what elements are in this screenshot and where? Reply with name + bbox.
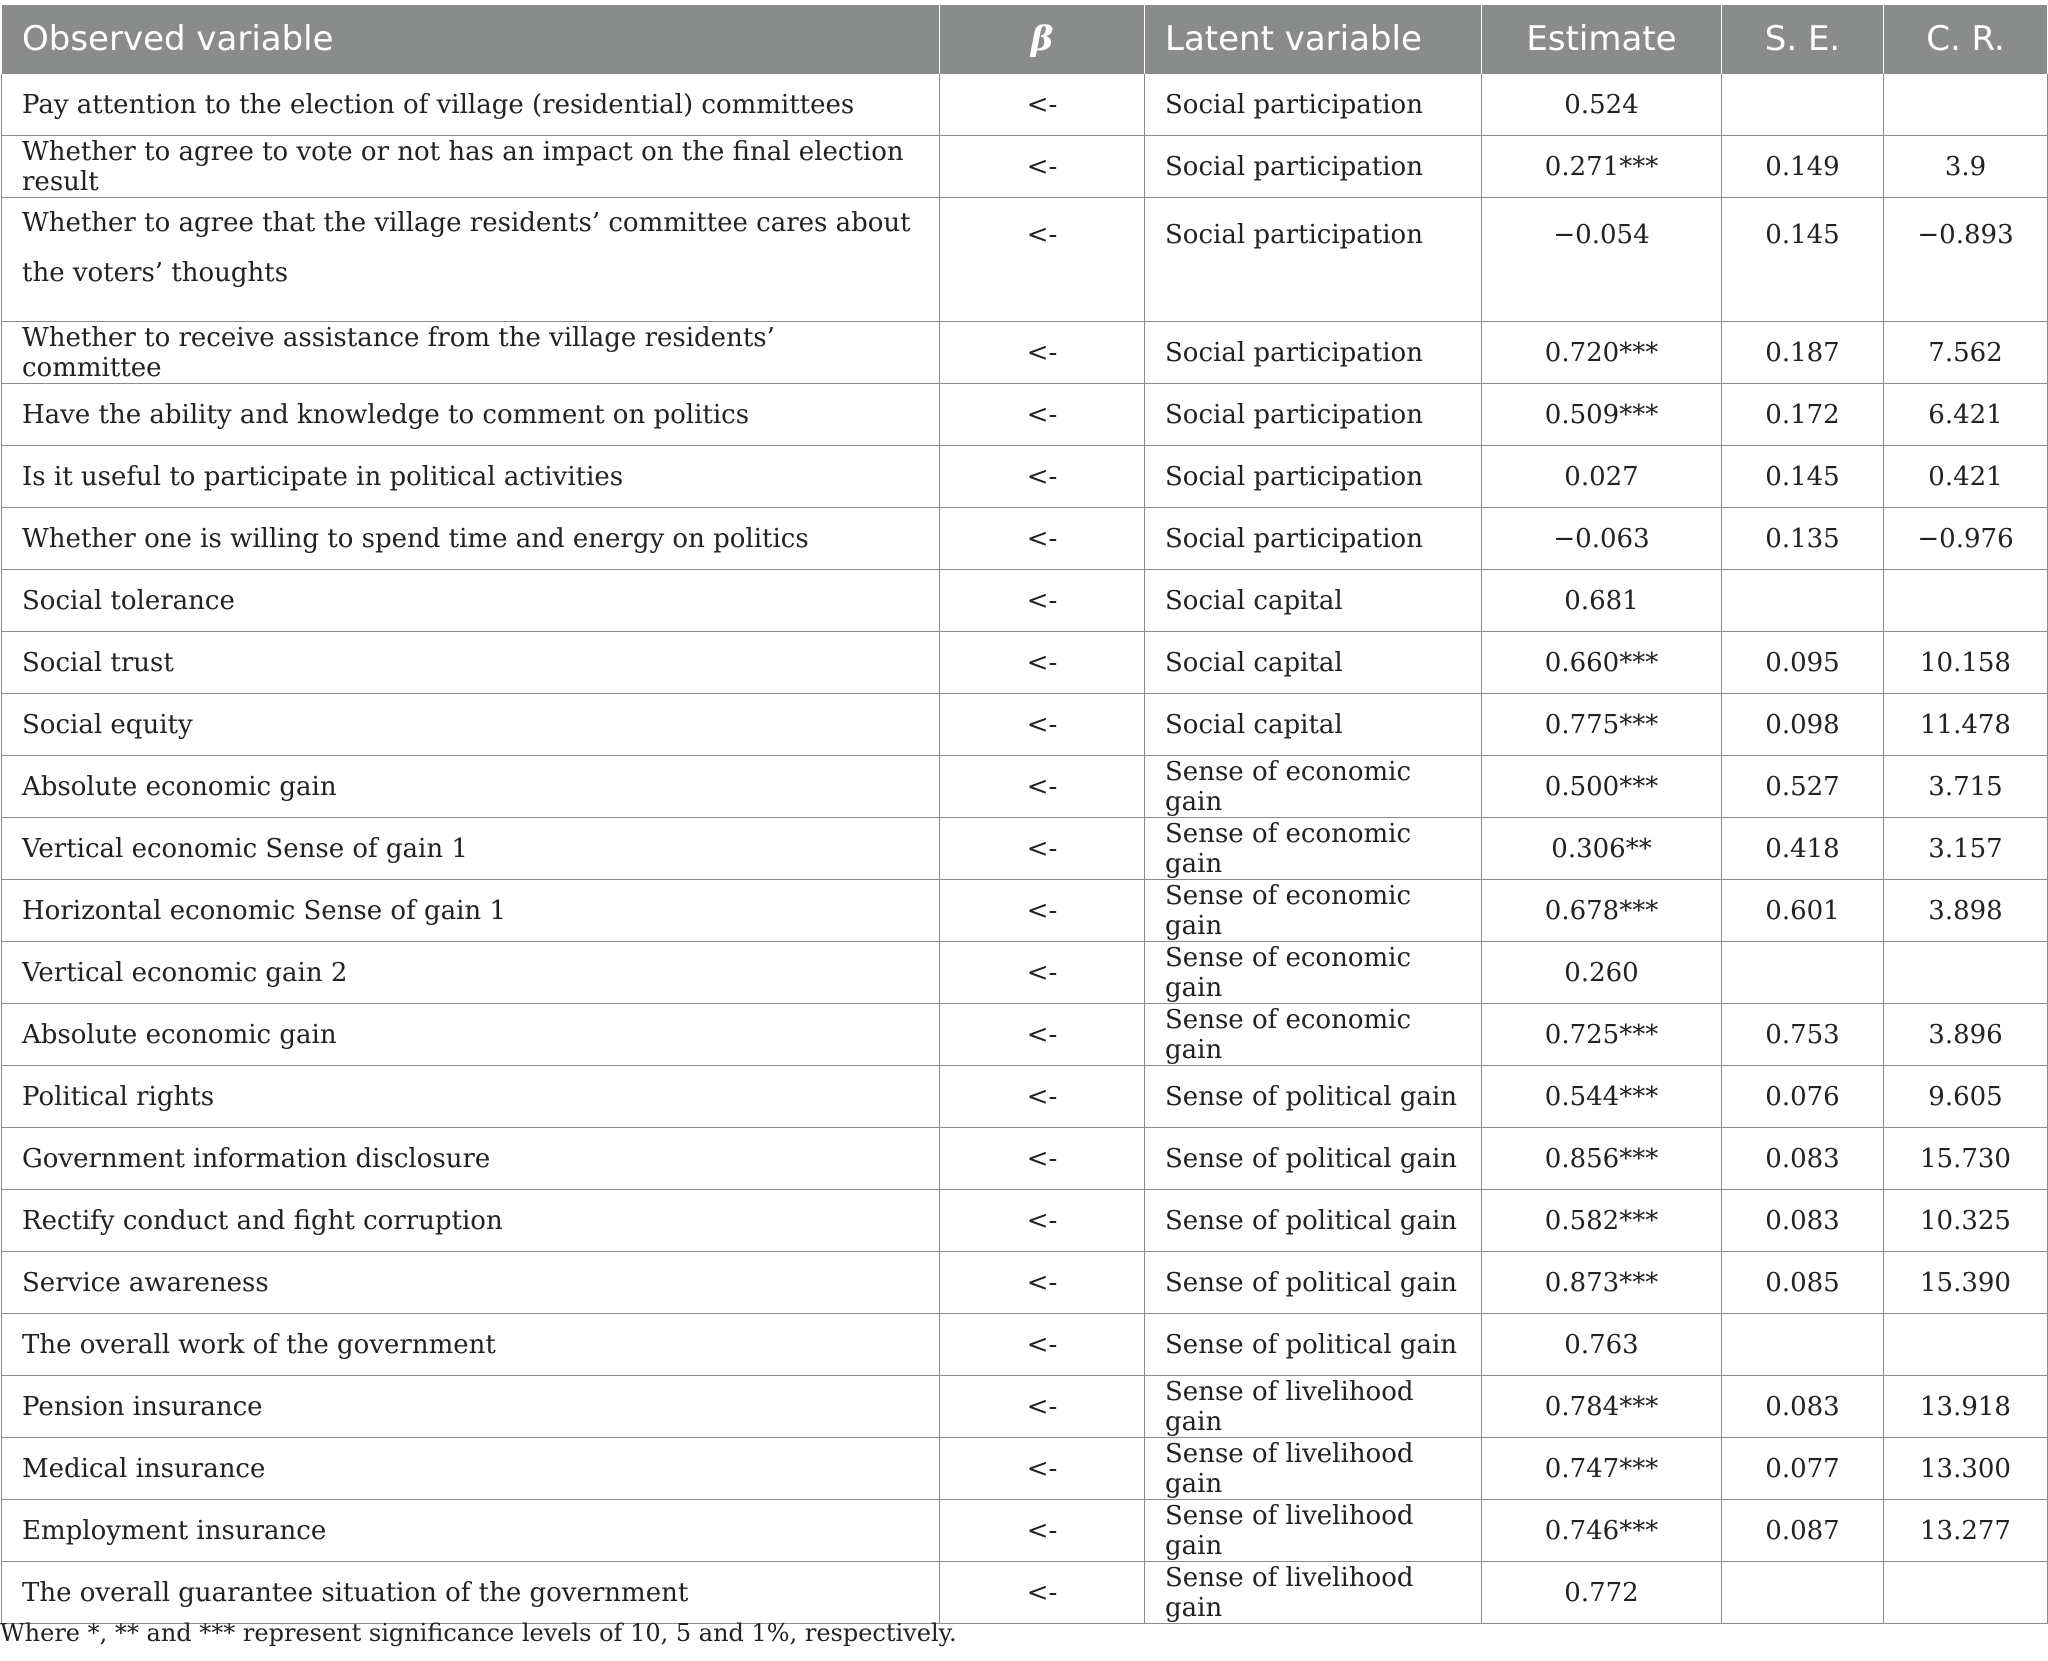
cell-estimate: −0.054 bbox=[1482, 198, 1722, 322]
cell-beta-arrow: <- bbox=[940, 136, 1145, 198]
cell-latent-variable: Sense of political gain bbox=[1145, 1128, 1482, 1190]
cell-observed-variable: Have the ability and knowledge to comment on politics bbox=[2, 384, 940, 446]
cell-latent-variable: Social participation bbox=[1145, 136, 1482, 198]
cell-estimate: 0.720*** bbox=[1482, 322, 1722, 384]
cell-estimate: 0.678*** bbox=[1482, 880, 1722, 942]
cell-estimate: 0.856*** bbox=[1482, 1128, 1722, 1190]
cell-standard-error: 0.527 bbox=[1722, 756, 1884, 818]
cell-observed-variable: Pay attention to the election of village (residential) committees bbox=[2, 74, 940, 136]
cell-standard-error: 0.085 bbox=[1722, 1252, 1884, 1314]
cell-observed-variable: Political rights bbox=[2, 1066, 940, 1128]
table-row bbox=[2, 74, 2048, 136]
table-row bbox=[2, 136, 2048, 198]
cell-standard-error: 0.083 bbox=[1722, 1376, 1884, 1438]
table-row bbox=[2, 1376, 2048, 1438]
table-row bbox=[2, 942, 2048, 1004]
cell-latent-variable: Social participation bbox=[1145, 198, 1482, 322]
cell-standard-error: 0.083 bbox=[1722, 1128, 1884, 1190]
table-row bbox=[2, 1190, 2048, 1252]
cell-beta-arrow: <- bbox=[940, 632, 1145, 694]
cell-latent-variable: Sense of livelihood gain bbox=[1145, 1500, 1482, 1562]
cell-latent-variable: Sense of livelihood gain bbox=[1145, 1438, 1482, 1500]
cell-estimate: 0.873*** bbox=[1482, 1252, 1722, 1314]
cell-observed-variable: Whether to receive assistance from the village residents’ committee bbox=[2, 322, 940, 384]
cell-estimate: −0.063 bbox=[1482, 508, 1722, 570]
table-row bbox=[2, 880, 2048, 942]
header-observed-variable: Observed variable bbox=[2, 5, 940, 74]
table-row bbox=[2, 508, 2048, 570]
table-row bbox=[2, 446, 2048, 508]
cell-standard-error: 0.601 bbox=[1722, 880, 1884, 942]
cell-observed-variable: Medical insurance bbox=[2, 1438, 940, 1500]
cell-standard-error: 0.095 bbox=[1722, 632, 1884, 694]
table-row bbox=[2, 1252, 2048, 1314]
cell-latent-variable: Sense of political gain bbox=[1145, 1314, 1482, 1376]
cell-observed-variable: Whether to agree that the village residents’ committee cares about the voters’ thoughts bbox=[2, 198, 940, 322]
cell-beta-arrow: <- bbox=[940, 1190, 1145, 1252]
cell-observed-variable: Absolute economic gain bbox=[2, 1004, 940, 1066]
cell-critical-ratio: 3.157 bbox=[1884, 818, 2048, 880]
cell-critical-ratio bbox=[1884, 74, 2048, 136]
cell-beta-arrow: <- bbox=[940, 1314, 1145, 1376]
cell-standard-error: 0.076 bbox=[1722, 1066, 1884, 1128]
cell-critical-ratio: 15.730 bbox=[1884, 1128, 2048, 1190]
cell-beta-arrow: <- bbox=[940, 818, 1145, 880]
cell-beta-arrow: <- bbox=[940, 570, 1145, 632]
cell-standard-error: 0.187 bbox=[1722, 322, 1884, 384]
cell-beta-arrow: <- bbox=[940, 1252, 1145, 1314]
cell-observed-variable: Service awareness bbox=[2, 1252, 940, 1314]
cell-critical-ratio: 10.158 bbox=[1884, 632, 2048, 694]
cell-critical-ratio: 13.918 bbox=[1884, 1376, 2048, 1438]
cell-observed-variable: Is it useful to participate in political activities bbox=[2, 446, 940, 508]
cell-estimate: 0.660*** bbox=[1482, 632, 1722, 694]
cell-standard-error: 0.135 bbox=[1722, 508, 1884, 570]
cell-latent-variable: Sense of political gain bbox=[1145, 1252, 1482, 1314]
cell-beta-arrow: <- bbox=[940, 694, 1145, 756]
header-critical-ratio: C. R. bbox=[1884, 5, 2048, 74]
cell-beta-arrow: <- bbox=[940, 880, 1145, 942]
cell-beta-arrow: <- bbox=[940, 508, 1145, 570]
cell-latent-variable: Social capital bbox=[1145, 694, 1482, 756]
cell-observed-variable: Pension insurance bbox=[2, 1376, 940, 1438]
cell-estimate: 0.681 bbox=[1482, 570, 1722, 632]
cell-observed-variable: The overall work of the government bbox=[2, 1314, 940, 1376]
cell-critical-ratio: 11.478 bbox=[1884, 694, 2048, 756]
cell-estimate: 0.775*** bbox=[1482, 694, 1722, 756]
cell-latent-variable: Sense of economic gain bbox=[1145, 880, 1482, 942]
cell-standard-error bbox=[1722, 1314, 1884, 1376]
cell-critical-ratio: −0.976 bbox=[1884, 508, 2048, 570]
cell-standard-error bbox=[1722, 74, 1884, 136]
cell-observed-variable: Social trust bbox=[2, 632, 940, 694]
cell-beta-arrow: <- bbox=[940, 1438, 1145, 1500]
table-row bbox=[2, 694, 2048, 756]
cell-latent-variable: Social capital bbox=[1145, 632, 1482, 694]
table-row bbox=[2, 632, 2048, 694]
cell-latent-variable: Social participation bbox=[1145, 384, 1482, 446]
cell-latent-variable: Sense of livelihood gain bbox=[1145, 1562, 1482, 1624]
cell-latent-variable: Social participation bbox=[1145, 322, 1482, 384]
cell-critical-ratio bbox=[1884, 942, 2048, 1004]
cell-latent-variable: Sense of economic gain bbox=[1145, 756, 1482, 818]
cell-beta-arrow: <- bbox=[940, 446, 1145, 508]
table-header bbox=[2, 5, 2048, 74]
cell-observed-variable: Rectify conduct and fight corruption bbox=[2, 1190, 940, 1252]
cell-latent-variable: Sense of political gain bbox=[1145, 1190, 1482, 1252]
cell-standard-error: 0.145 bbox=[1722, 446, 1884, 508]
table-footnote: Where *, ** and *** represent significance levels of 10, 5 and 1%, respectively. bbox=[0, 1619, 957, 1647]
cell-estimate: 0.544*** bbox=[1482, 1066, 1722, 1128]
table-body bbox=[2, 74, 2048, 1624]
cell-beta-arrow: <- bbox=[940, 74, 1145, 136]
cell-critical-ratio: 13.300 bbox=[1884, 1438, 2048, 1500]
cell-standard-error bbox=[1722, 570, 1884, 632]
cell-beta-arrow: <- bbox=[940, 1376, 1145, 1438]
cell-latent-variable: Sense of livelihood gain bbox=[1145, 1376, 1482, 1438]
results-table bbox=[1, 5, 2048, 1624]
cell-latent-variable: Social capital bbox=[1145, 570, 1482, 632]
cell-beta-arrow: <- bbox=[940, 198, 1145, 322]
cell-standard-error: 0.418 bbox=[1722, 818, 1884, 880]
cell-critical-ratio: 13.277 bbox=[1884, 1500, 2048, 1562]
cell-critical-ratio bbox=[1884, 1314, 2048, 1376]
cell-estimate: 0.260 bbox=[1482, 942, 1722, 1004]
cell-observed-variable: Horizontal economic Sense of gain 1 bbox=[2, 880, 940, 942]
cell-standard-error: 0.083 bbox=[1722, 1190, 1884, 1252]
cell-critical-ratio: 15.390 bbox=[1884, 1252, 2048, 1314]
header-latent-variable: Latent variable bbox=[1145, 5, 1482, 74]
cell-observed-variable: Government information disclosure bbox=[2, 1128, 940, 1190]
table-row bbox=[2, 1004, 2048, 1066]
cell-observed-variable: Absolute economic gain bbox=[2, 756, 940, 818]
cell-standard-error bbox=[1722, 942, 1884, 1004]
header-beta: β bbox=[940, 5, 1145, 74]
cell-observed-variable: Employment insurance bbox=[2, 1500, 940, 1562]
cell-critical-ratio bbox=[1884, 570, 2048, 632]
cell-standard-error: 0.145 bbox=[1722, 198, 1884, 322]
cell-estimate: 0.524 bbox=[1482, 74, 1722, 136]
cell-critical-ratio: 7.562 bbox=[1884, 322, 2048, 384]
table-row bbox=[2, 1562, 2048, 1624]
cell-beta-arrow: <- bbox=[940, 322, 1145, 384]
cell-critical-ratio: 10.325 bbox=[1884, 1190, 2048, 1252]
cell-beta-arrow: <- bbox=[940, 942, 1145, 1004]
table-row bbox=[2, 1066, 2048, 1128]
cell-beta-arrow: <- bbox=[940, 1066, 1145, 1128]
table-row bbox=[2, 198, 2048, 322]
table-row bbox=[2, 756, 2048, 818]
cell-observed-variable: The overall guarantee situation of the government bbox=[2, 1562, 940, 1624]
cell-estimate: 0.725*** bbox=[1482, 1004, 1722, 1066]
table-row bbox=[2, 1314, 2048, 1376]
cell-standard-error: 0.098 bbox=[1722, 694, 1884, 756]
table-row bbox=[2, 570, 2048, 632]
cell-estimate: 0.772 bbox=[1482, 1562, 1722, 1624]
cell-estimate: 0.509*** bbox=[1482, 384, 1722, 446]
header-estimate: Estimate bbox=[1482, 5, 1722, 74]
cell-critical-ratio: 3.896 bbox=[1884, 1004, 2048, 1066]
table-row bbox=[2, 1500, 2048, 1562]
results-table-container bbox=[1, 5, 2047, 1624]
table-row bbox=[2, 322, 2048, 384]
cell-estimate: 0.746*** bbox=[1482, 1500, 1722, 1562]
cell-standard-error: 0.077 bbox=[1722, 1438, 1884, 1500]
table-row bbox=[2, 818, 2048, 880]
cell-beta-arrow: <- bbox=[940, 756, 1145, 818]
cell-critical-ratio: 3.715 bbox=[1884, 756, 2048, 818]
cell-standard-error: 0.087 bbox=[1722, 1500, 1884, 1562]
cell-estimate: 0.027 bbox=[1482, 446, 1722, 508]
cell-latent-variable: Sense of political gain bbox=[1145, 1066, 1482, 1128]
cell-estimate: 0.784*** bbox=[1482, 1376, 1722, 1438]
cell-latent-variable: Social participation bbox=[1145, 508, 1482, 570]
cell-critical-ratio: 3.898 bbox=[1884, 880, 2048, 942]
cell-beta-arrow: <- bbox=[940, 1562, 1145, 1624]
cell-estimate: 0.500*** bbox=[1482, 756, 1722, 818]
cell-observed-variable: Whether one is willing to spend time and energy on politics bbox=[2, 508, 940, 570]
cell-critical-ratio: 3.9 bbox=[1884, 136, 2048, 198]
cell-critical-ratio bbox=[1884, 1562, 2048, 1624]
cell-estimate: 0.763 bbox=[1482, 1314, 1722, 1376]
cell-beta-arrow: <- bbox=[940, 384, 1145, 446]
table-row bbox=[2, 1128, 2048, 1190]
cell-standard-error: 0.753 bbox=[1722, 1004, 1884, 1066]
cell-latent-variable: Sense of economic gain bbox=[1145, 818, 1482, 880]
cell-observed-variable: Social equity bbox=[2, 694, 940, 756]
header-row bbox=[2, 5, 2048, 74]
cell-critical-ratio: 6.421 bbox=[1884, 384, 2048, 446]
header-standard-error: S. E. bbox=[1722, 5, 1884, 74]
cell-latent-variable: Social participation bbox=[1145, 446, 1482, 508]
cell-estimate: 0.582*** bbox=[1482, 1190, 1722, 1252]
cell-beta-arrow: <- bbox=[940, 1128, 1145, 1190]
cell-observed-variable: Vertical economic gain 2 bbox=[2, 942, 940, 1004]
cell-standard-error bbox=[1722, 1562, 1884, 1624]
table-row bbox=[2, 384, 2048, 446]
cell-latent-variable: Social participation bbox=[1145, 74, 1482, 136]
table-row bbox=[2, 1438, 2048, 1500]
cell-observed-variable: Vertical economic Sense of gain 1 bbox=[2, 818, 940, 880]
cell-observed-variable: Social tolerance bbox=[2, 570, 940, 632]
cell-critical-ratio: 9.605 bbox=[1884, 1066, 2048, 1128]
cell-estimate: 0.747*** bbox=[1482, 1438, 1722, 1500]
cell-critical-ratio: −0.893 bbox=[1884, 198, 2048, 322]
cell-latent-variable: Sense of economic gain bbox=[1145, 942, 1482, 1004]
cell-standard-error: 0.149 bbox=[1722, 136, 1884, 198]
cell-estimate: 0.306** bbox=[1482, 818, 1722, 880]
cell-estimate: 0.271*** bbox=[1482, 136, 1722, 198]
cell-observed-variable: Whether to agree to vote or not has an impact on the final election result bbox=[2, 136, 940, 198]
cell-latent-variable: Sense of economic gain bbox=[1145, 1004, 1482, 1066]
cell-standard-error: 0.172 bbox=[1722, 384, 1884, 446]
cell-beta-arrow: <- bbox=[940, 1004, 1145, 1066]
cell-beta-arrow: <- bbox=[940, 1500, 1145, 1562]
cell-critical-ratio: 0.421 bbox=[1884, 446, 2048, 508]
